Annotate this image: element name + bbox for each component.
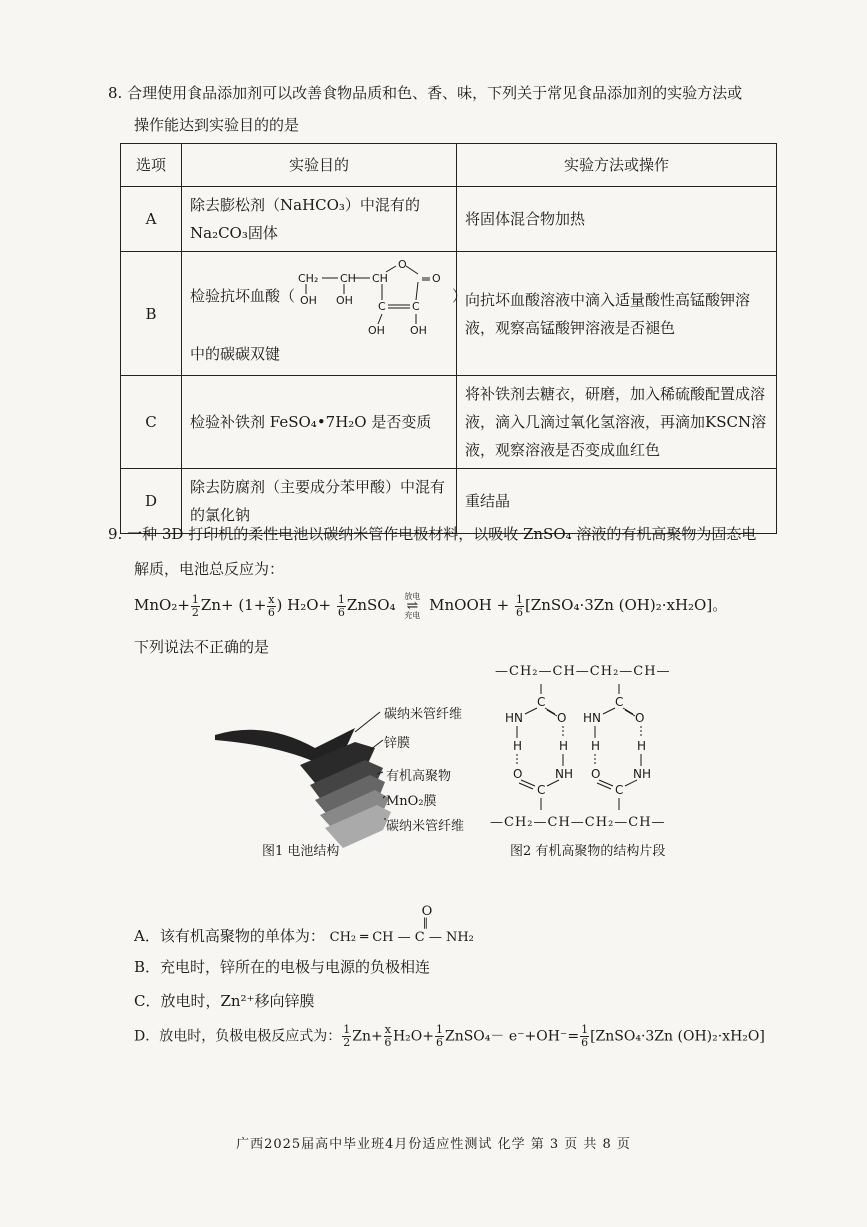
svg-text:NH: NH xyxy=(555,767,573,781)
fig2-bottom-chain: —CH₂—CH—CH₂—CH— xyxy=(490,815,666,830)
reversible-arrow: 放电 ⇌ 充电 xyxy=(404,592,421,620)
fraction: $\frac{x}{6}$ xyxy=(384,1023,392,1049)
q8-number: 8. xyxy=(108,84,123,102)
struct-ch: CH xyxy=(340,272,356,285)
fraction: $\frac{1}{6}$ xyxy=(515,592,523,619)
fraction: $\frac{x}{6}$ xyxy=(267,592,275,619)
ascorbic-acid-structure xyxy=(294,258,444,338)
choice-c[interactable]: C．放电时，Zn²⁺移向锌膜 xyxy=(134,992,315,1010)
table-row-a xyxy=(121,187,777,252)
struct-ch2: CH₂ xyxy=(298,272,319,285)
svg-text:O: O xyxy=(513,767,523,781)
row-option: A xyxy=(121,187,182,252)
fig2-top-chain: —CH₂—CH—CH₂—CH— xyxy=(495,664,671,679)
q9-stem-line2: 解质，电池总反应为： xyxy=(134,560,285,578)
fraction: $\frac{1}{2}$ xyxy=(191,592,199,619)
fraction: $\frac{1}{6}$ xyxy=(337,592,345,619)
row-method: 将补铁剂去糖衣，研磨，加入稀硫酸配置成溶液，滴入几滴过氧化氢溶液，再滴加KSCN溶液，观察溶液是否变成血红色 xyxy=(457,376,777,469)
struct-c2: C xyxy=(412,300,420,313)
svg-text:H: H xyxy=(513,739,523,753)
svg-text:O: O xyxy=(591,767,601,781)
row-aim: 检验抗坏血酸（ CH₂ CH CH O O OH OH C C OH OH ） 中的碳碳双键 xyxy=(182,252,457,376)
q9-stem-line1: 9. 一种 3D 打印机的柔性电池以碳纳米管作电极材料，以吸收 ZnSO₄ 溶液的有机高聚物为固态电 xyxy=(108,525,757,543)
fig1-label-cnt-top: 碳纳米管纤维 xyxy=(384,707,463,722)
q8-stem-line2: 操作能达到实验目的的是 xyxy=(134,116,300,134)
svg-text:H: H xyxy=(559,739,569,753)
choice-d[interactable]: D．放电时，负极电极反应式为： $\frac{1}{2}$ Zn+ $\frac{x}{6}$ H₂O+ $\frac{1}{6}$ ZnSO₄－ e⁻+OH⁻= $\frac{1}{6}$ [ZnSO₄·3Zn (OH)₂·xH₂O] xyxy=(134,1023,765,1049)
q9-number: 9. xyxy=(108,525,123,543)
svg-text:C: C xyxy=(615,695,624,709)
struct-o-keto: O xyxy=(432,272,441,285)
fraction: $\frac{1}{6}$ xyxy=(435,1023,443,1049)
table-header-row xyxy=(121,144,777,187)
struct-oh4: OH xyxy=(410,324,427,337)
fraction: $\frac{1}{2}$ xyxy=(343,1023,351,1049)
svg-text:HN: HN xyxy=(583,711,601,725)
svg-text:H: H xyxy=(591,739,601,753)
monomer-formula: O ‖ CH₂ ═ CH — C — NH₂ xyxy=(329,904,474,945)
row-option: D xyxy=(121,469,182,534)
fig2-caption: 图2 有机高聚物的结构片段 xyxy=(510,844,666,859)
fig1-label-cnt-bottom: 碳纳米管纤维 xyxy=(386,819,465,834)
row-aim: 除去防腐剂（主要成分苯甲酸）中混有 的氯化钠 xyxy=(182,469,457,534)
table-row-c xyxy=(121,376,777,469)
q8-stem-line1: 8. 合理使用食品添加剂可以改善食物品质和色、香、味，下列关于常见食品添加剂的实验方法或 xyxy=(108,84,743,102)
fig1-label-mno2: MnO₂膜 xyxy=(386,794,437,809)
fig1-label-zinc: 锌膜 xyxy=(384,736,411,751)
svg-text:HN: HN xyxy=(505,711,523,725)
header-option: 选项 xyxy=(121,144,182,187)
fig1-label-polymer: 有机高聚物 xyxy=(386,769,452,784)
q9-equation: MnO₂+ $\frac{1}{2}$ Zn+ (1+ $\frac{x}{6}$ ) H₂O+ $\frac{1}{6}$ ZnSO₄ 放电 ⇌ 充电 MnOOH + $\frac{1}{6}$ [ZnSO₄·3Zn (OH)₂·xH₂O]。 xyxy=(134,592,728,620)
struct-c1: C xyxy=(378,300,386,313)
fraction: $\frac{1}{6}$ xyxy=(581,1023,589,1049)
q9-prompt: 下列说法不正确的是 xyxy=(134,638,270,656)
table-row-b xyxy=(121,252,777,376)
row-option: B xyxy=(121,252,182,376)
page-footer: 广西2025届高中毕业班4月份适应性测试 化学 第 3 页 共 8 页 xyxy=(236,1137,631,1152)
row-aim: 除去膨松剂（NaHCO₃）中混有的 Na₂CO₃固体 xyxy=(182,187,457,252)
choice-a[interactable]: A．该有机高聚物的单体为： O ‖ CH₂ ═ CH — C — NH₂ xyxy=(134,904,474,945)
row-aim: 检验补铁剂 FeSO₄•7H₂O 是否变质 xyxy=(182,376,457,469)
struct-oh3: OH xyxy=(368,324,385,337)
svg-text:NH: NH xyxy=(633,767,651,781)
choice-b[interactable]: B．充电时，锌所在的电极与电源的负极相连 xyxy=(134,958,431,976)
header-aim: 实验目的 xyxy=(182,144,457,187)
struct-o-ring: O xyxy=(398,258,407,271)
header-method: 实验方法或操作 xyxy=(457,144,777,187)
struct-oh2: OH xyxy=(336,294,353,307)
svg-text:O: O xyxy=(557,711,567,725)
figure-2-polymer-structure xyxy=(495,680,675,820)
row-method: 将固体混合物加热 xyxy=(457,187,777,252)
svg-text:C: C xyxy=(615,783,624,797)
svg-text:C: C xyxy=(537,783,546,797)
struct-ch-ring: CH xyxy=(372,272,388,285)
row-method: 向抗坏血酸溶液中滴入适量酸性高锰酸钾溶液，观察高锰酸钾溶液是否褪色 xyxy=(457,252,777,376)
svg-text:O: O xyxy=(635,711,645,725)
svg-text:C: C xyxy=(537,695,546,709)
row-option: C xyxy=(121,376,182,469)
fig1-caption: 图1 电池结构 xyxy=(262,844,340,859)
struct-oh1: OH xyxy=(300,294,317,307)
q8-options-table xyxy=(120,143,777,534)
row-method: 重结晶 xyxy=(457,469,777,534)
svg-text:H: H xyxy=(637,739,647,753)
